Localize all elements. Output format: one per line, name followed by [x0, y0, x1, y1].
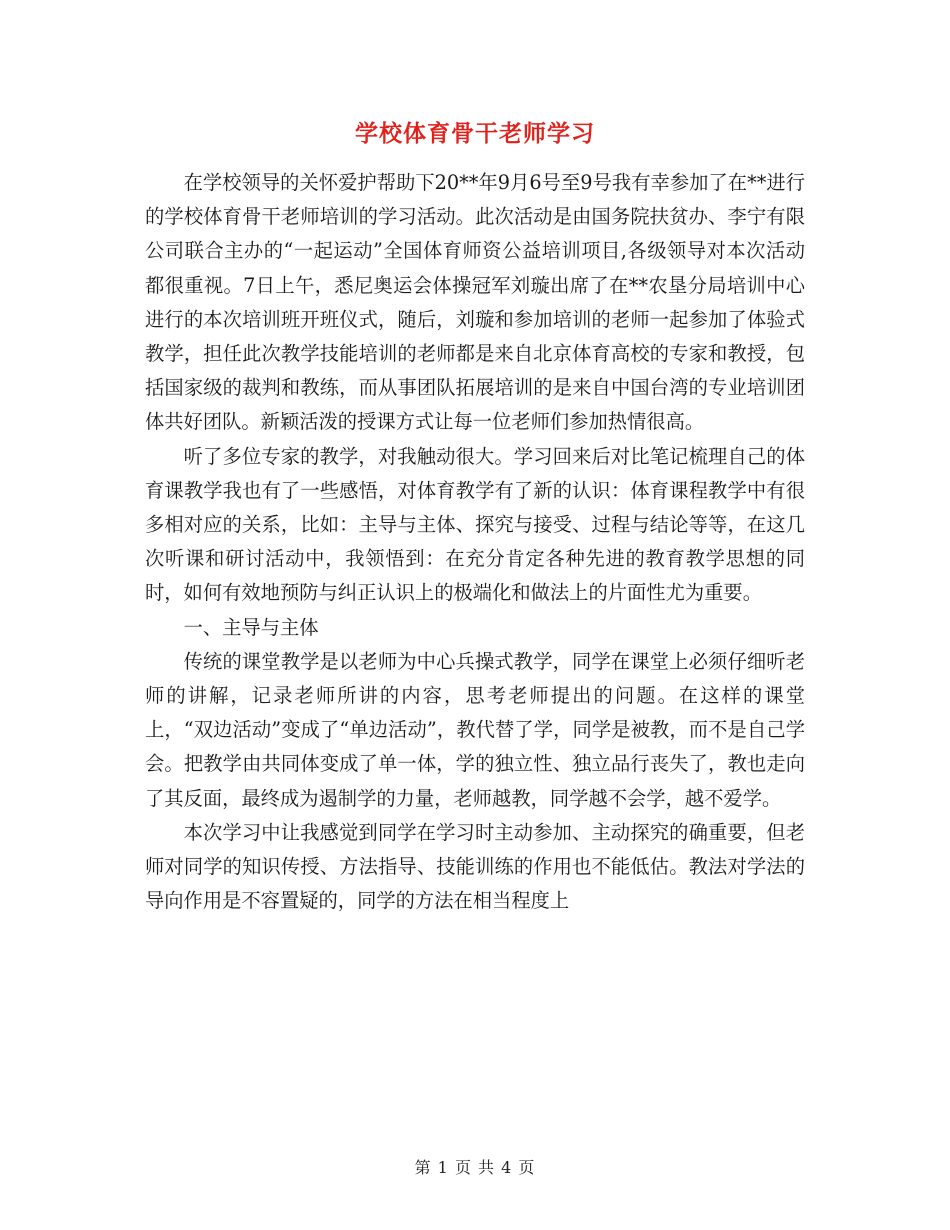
paragraph-learning-insight: 本次学习中让我感觉到同学在学习时主动参加、主动探究的确重要，但老师对同学的知识传授、方法指导、技能训练的作用也不能低估。教法对学法的导向作用是不容置疑的，同学的方法在相当程度上 — [145, 820, 805, 913]
page-number-footer: 第 1 页 共 4 页 — [414, 1158, 536, 1177]
paragraph-reflection: 听了多位专家的教学，对我触动很大。学习回来后对比笔记梳理自己的体育课教学我也有了一些感悟，对体育教学有了新的认识：体育课程教学中有很多相对应的关系，比如：主导与主体、探究与接受、过程与结论等等，在这几次听课和研讨活动中，我领悟到：在充分肯定各种先进的教育教学思想的同时，如何有效地预防与纠正认识上的极端化和做法上的片面性尤为重要。 — [145, 444, 805, 605]
document-body — [145, 166, 805, 918]
section-heading: 一、主导与主体 — [183, 615, 319, 639]
paragraph-intro: 在学校领导的关怀爱护帮助下20**年9月6号至9号我有幸参加了在**进行的学校体育骨干老师培训的学习活动。此次活动是由国务院扶贫办、李宁有限公司联合主办的“一起运动”全国体育师资公益培训项目,各级领导对本次活动都很重视。7日上午，悉尼奥运会体操冠军刘璇出席了在**农垦分局培训中心进行的本次培训班开班仪式，随后，刘璇和参加培训的老师一起参加了体验式教学，担任此次教学技能培训的老师都是来自北京体育高校的专家和教授，包括国家级的裁判和教练，而从事团队拓展培训的是来自中国台湾的专业培训团体共好团队。新颖活泼的授课方式让每一位老师们参加热情很高。 — [145, 171, 805, 434]
document-title: 学校体育骨干老师学习 — [355, 120, 595, 147]
paragraph-traditional-teaching: 传统的课堂教学是以老师为中心兵操式教学，同学在课堂上必须仔细听老师的讲解，记录老师所讲的内容，思考老师提出的问题。在这样的课堂上，“双边活动”变成了“单边活动”，教代替了学，同学是被教，而不是自己学会。把教学由共同体变成了单一体，学的独立性、独立品行丧失了，教也走向了其反面，最终成为遏制学的力量，老师越教，同学越不会学，越不爱学。 — [145, 649, 805, 810]
